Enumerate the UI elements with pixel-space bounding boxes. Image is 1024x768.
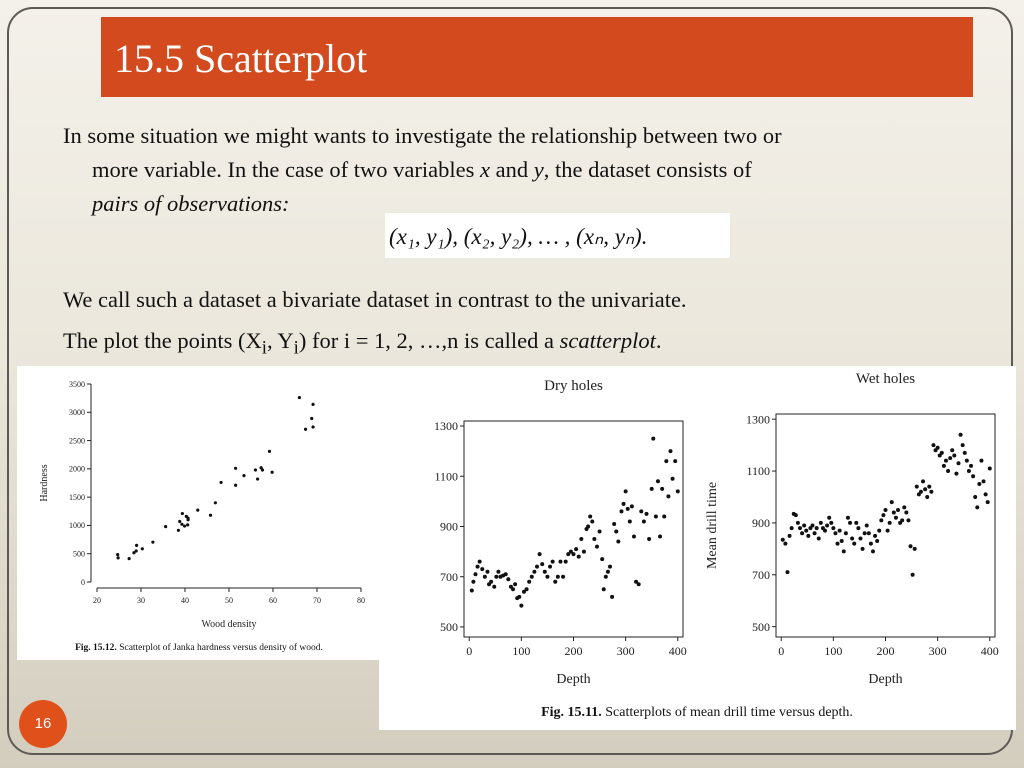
wet-point [796,521,800,525]
wet-point [948,456,952,460]
janka-x-label: Wood density [201,619,257,630]
slide-title: 15.5 Scatterplot [114,36,368,81]
wet-x-tick-label: 200 [876,644,895,658]
dry-plot-frame [464,421,683,637]
wet-point [913,547,917,551]
janka-point [242,474,245,477]
dry-point [577,555,581,559]
wet-point [888,521,892,525]
dry-point [492,585,496,589]
wet-point [919,490,923,494]
wet-point [785,570,789,574]
wet-point [838,529,842,533]
dry-point [676,489,680,493]
janka-point [311,425,314,428]
wet-point [825,524,829,528]
janka-x-tick-label: 20 [93,596,101,605]
janka-x-tick-label: 80 [357,596,365,605]
janka-point [135,549,138,552]
dry-point [530,575,534,579]
page-number-badge: 16 [19,700,67,748]
wet-point [896,508,900,512]
janka-point [186,523,189,526]
dry-y-tick-label: 900 [440,519,458,534]
janka-point [116,553,119,556]
dry-point [517,595,521,599]
dry-point [572,552,576,556]
wet-point [961,443,965,447]
dry-point [582,550,586,554]
dry-chart [434,378,687,687]
janka-x-tick-label: 40 [181,596,189,605]
wet-point [904,511,908,515]
wet-point [817,536,821,540]
dry-point [551,560,555,564]
wet-point [858,536,862,540]
dry-point [614,530,618,534]
wet-point [848,521,852,525]
wet-point [842,549,846,553]
wet-point [833,531,837,535]
dry-x-tick-label: 200 [564,644,583,658]
dry-point [642,519,646,523]
wet-point [986,500,990,504]
wet-point [823,529,827,533]
wet-caption [541,705,853,720]
janka-point [310,417,313,420]
janka-y-tick-label: 500 [73,549,85,559]
janka-point [234,467,237,470]
wet-y-tick-label: 900 [752,516,770,531]
janka-y-tick-label: 1500 [69,492,85,502]
wet-point [867,531,871,535]
wet-point [879,518,883,522]
dry-point [622,502,626,506]
dry-point [616,540,620,544]
wet-point [929,490,933,494]
dry-point [483,575,487,579]
wet-point [892,511,896,515]
paragraph-bivariate: We call such a dataset a bivariate dataset in contrast to the univariate. [63,287,687,312]
dry-x-tick-label: 400 [668,644,687,658]
janka-point [268,450,271,453]
wet-y-tick-label: 1300 [746,412,770,427]
dry-point [506,577,510,581]
dry-point [658,535,662,539]
dry-point [525,587,529,591]
dry-y-tick-label: 500 [440,620,458,635]
janka-caption-label: Fig. 15.12. [75,643,117,653]
wet-point [900,518,904,522]
dry-point [545,575,549,579]
janka-point [135,544,138,547]
wet-point [894,516,898,520]
p3-part-b: , Y [266,328,294,353]
dry-point [598,530,602,534]
wet-point [946,469,950,473]
wet-point [800,531,804,535]
dry-point [595,545,599,549]
janka-x-tick-label: 50 [225,596,233,605]
dry-point [608,565,612,569]
dry-point [660,487,664,491]
wet-point [988,466,992,470]
dry-point [574,547,578,551]
dry-point [666,494,670,498]
wet-point [829,521,833,525]
dry-point [561,575,565,579]
dry-point [626,507,630,511]
wet-point [802,524,806,528]
wet-point [940,451,944,455]
wet-point [815,526,819,530]
dry-point [628,519,632,523]
janka-chart [39,380,365,653]
wet-point [861,547,865,551]
janka-caption-text: Scatterplot of Janka hardness versus density of wood. [116,643,323,653]
intro-tail: , the dataset consists of [543,157,752,182]
dry-point [632,535,636,539]
dry-point [558,560,562,564]
wet-point [963,451,967,455]
wet-point [852,542,856,546]
dry-point [511,587,515,591]
janka-y-tick-label: 1000 [69,521,85,531]
janka-point [141,547,144,550]
janka-point [304,428,307,431]
figure-janka [17,366,379,660]
wet-x-tick-label: 0 [778,644,785,658]
wet-point [831,526,835,530]
janka-point [164,525,167,528]
wet-caption-label: Fig. 15.11. [541,705,602,720]
dry-point [556,575,560,579]
wet-point [781,538,785,542]
wet-point [925,495,929,499]
dry-point [535,565,539,569]
intro-text: more variable. In the case of two variables [92,157,480,182]
wet-point [869,542,873,546]
wet-point [844,531,848,535]
formula-text: (x₁, y₁), (x₂, y₂), … , (xₙ, yₙ). [389,224,648,249]
wet-point [846,516,850,520]
wet-point [881,513,885,517]
janka-y-tick-label: 0 [81,577,85,587]
wet-point [886,529,890,533]
wet-point [794,513,798,517]
wet-point [944,459,948,463]
dry-point [647,537,651,541]
dry-point [592,537,596,541]
wet-point [840,539,844,543]
janka-x-tick-label: 60 [269,596,277,605]
title-bar [101,17,973,97]
dry-point [637,582,641,586]
janka-point [256,477,259,480]
dry-point [664,459,668,463]
wet-point [856,526,860,530]
wet-point [906,518,910,522]
wet-plot-frame [776,414,995,637]
dry-point [473,572,477,576]
wet-x-tick-label: 400 [980,644,999,658]
variable-y: y [533,157,544,182]
dry-point [548,565,552,569]
wet-point [959,433,963,437]
dry-point [553,580,557,584]
dry-point [470,589,474,593]
janka-point [117,556,120,559]
wet-point [850,536,854,540]
wet-caption-text: Scatterplots of mean drill time versus depth. [601,705,853,720]
janka-point [177,529,180,532]
dry-x-tick-label: 300 [616,644,635,658]
dry-point [612,522,616,526]
janka-point [254,468,257,471]
wet-y-tick-label: 700 [752,567,770,582]
wet-y-tick-label: 500 [752,619,770,634]
janka-point [261,468,264,471]
p3-part-a: The plot the points (X [63,328,262,353]
wet-point [971,474,975,478]
dry-point [519,604,523,608]
dry-point [540,562,544,566]
wet-point [819,521,823,525]
wet-y-tick-label: 1100 [746,464,770,479]
dry-y-tick-label: 1100 [434,469,458,484]
wet-point [788,534,792,538]
wet-point [911,573,915,577]
dry-point [478,560,482,564]
dry-x-label: Depth [556,672,591,687]
dry-point [656,479,660,483]
dry-point [650,487,654,491]
wet-point [921,479,925,483]
figure-drill-time [379,366,1016,730]
wet-point [884,508,888,512]
dry-point [485,570,489,574]
dry-point [668,449,672,453]
dry-x-tick-label: 0 [466,644,473,658]
dry-point [604,575,608,579]
janka-scatterplot [17,366,379,660]
janka-point [271,471,274,474]
variable-x: x [479,157,490,182]
wet-point [927,485,931,489]
dry-point [590,519,594,523]
wet-point [969,464,973,468]
janka-point [196,509,199,512]
dry-point [588,514,592,518]
drill-scatterplots [379,366,1016,730]
wet-point [902,505,906,509]
janka-y-tick-label: 2500 [69,436,85,446]
dry-point [639,509,643,513]
dry-y-tick-label: 700 [440,569,458,584]
janka-point [181,512,184,515]
wet-title: Wet holes [855,371,916,387]
dry-point [600,557,604,561]
wet-point [950,448,954,452]
janka-point [219,481,222,484]
dry-y-tick-label: 1300 [434,419,458,434]
dry-point [602,587,606,591]
wet-point [909,544,913,548]
dry-point [586,524,590,528]
p3-sub-i-2: i [293,337,299,359]
janka-point [209,514,212,517]
dry-point [610,595,614,599]
janka-point [186,516,189,519]
wet-point [954,472,958,476]
paragraph-scatterplot [63,324,661,366]
dry-point [651,437,655,441]
wet-point [863,531,867,535]
wet-point [804,529,808,533]
dry-point [645,512,649,516]
dry-point [673,459,677,463]
janka-y-tick-label: 3000 [69,408,85,418]
janka-point [311,403,314,406]
wet-x-tick-label: 100 [824,644,843,658]
wet-point [813,531,817,535]
wet-point [936,446,940,450]
wet-point [871,549,875,553]
janka-point [128,557,131,560]
dry-point [471,580,475,584]
janka-x-tick-label: 70 [313,596,321,605]
dry-x-tick-label: 100 [512,644,531,658]
wet-point [798,526,802,530]
janka-point [151,541,154,544]
intro-and: and [489,157,534,182]
dry-point [480,567,484,571]
wet-point [827,516,831,520]
wet-point [965,459,969,463]
dry-point [624,489,628,493]
wet-point [854,521,858,525]
wet-point [915,485,919,489]
dry-title: Dry holes [544,378,603,394]
janka-point [298,396,301,399]
wet-point [967,469,971,473]
dry-point [513,582,517,586]
wet-point [783,542,787,546]
intro-line-2 [63,153,983,187]
dry-point [504,572,508,576]
wet-point [931,443,935,447]
dry-point [579,537,583,541]
wet-point [923,487,927,491]
janka-y-label: Hardness [39,464,50,502]
janka-y-tick-label: 3500 [69,379,85,389]
dry-point [496,570,500,574]
dry-point [532,570,536,574]
intro-line-1: In some situation we might wants to investigate the relationship between two or [63,123,782,148]
dry-point [630,504,634,508]
dry-point [671,477,675,481]
wet-x-label: Depth [868,672,903,687]
wet-point [875,539,879,543]
wet-point [836,542,840,546]
dry-point [654,514,658,518]
p3-sub-i: i [261,337,267,359]
wet-point [957,461,961,465]
wet-point [790,526,794,530]
dry-point [564,560,568,564]
dry-point [494,575,498,579]
janka-point [180,523,183,526]
dry-point [538,552,542,556]
janka-x-tick-label: 30 [137,596,145,605]
wet-point [979,459,983,463]
dry-point [606,570,610,574]
dry-point [476,565,480,569]
wet-point [877,529,881,533]
wet-point [811,524,815,528]
dry-point [543,570,547,574]
paragraph-intro [63,119,983,221]
pairs-formula [385,213,730,258]
dry-point [662,514,666,518]
janka-caption [75,642,323,653]
p3-part-c: ) for i = 1, 2, …,n is called a [298,328,560,353]
wet-point [975,505,979,509]
janka-point [178,520,181,523]
wet-point [952,453,956,457]
janka-point [214,501,217,504]
wet-y-label: Mean drill time [705,481,720,570]
wet-point [984,492,988,496]
dry-point [619,509,623,513]
wet-point [977,482,981,486]
janka-point [183,524,186,527]
wet-point [890,500,894,504]
p3-emphasis: scatterplot [559,328,656,353]
wet-point [973,495,977,499]
wet-chart [541,371,999,720]
wet-point [873,534,877,538]
dry-point [489,580,493,584]
wet-point [806,534,810,538]
janka-point [234,484,237,487]
wet-x-tick-label: 300 [928,644,947,658]
p3-part-d: . [655,328,662,353]
intro-line-3: pairs of observations: [92,191,290,216]
dry-point [527,580,531,584]
wet-point [865,524,869,528]
wet-point [942,464,946,468]
janka-y-tick-label: 2000 [69,464,85,474]
wet-point [982,479,986,483]
